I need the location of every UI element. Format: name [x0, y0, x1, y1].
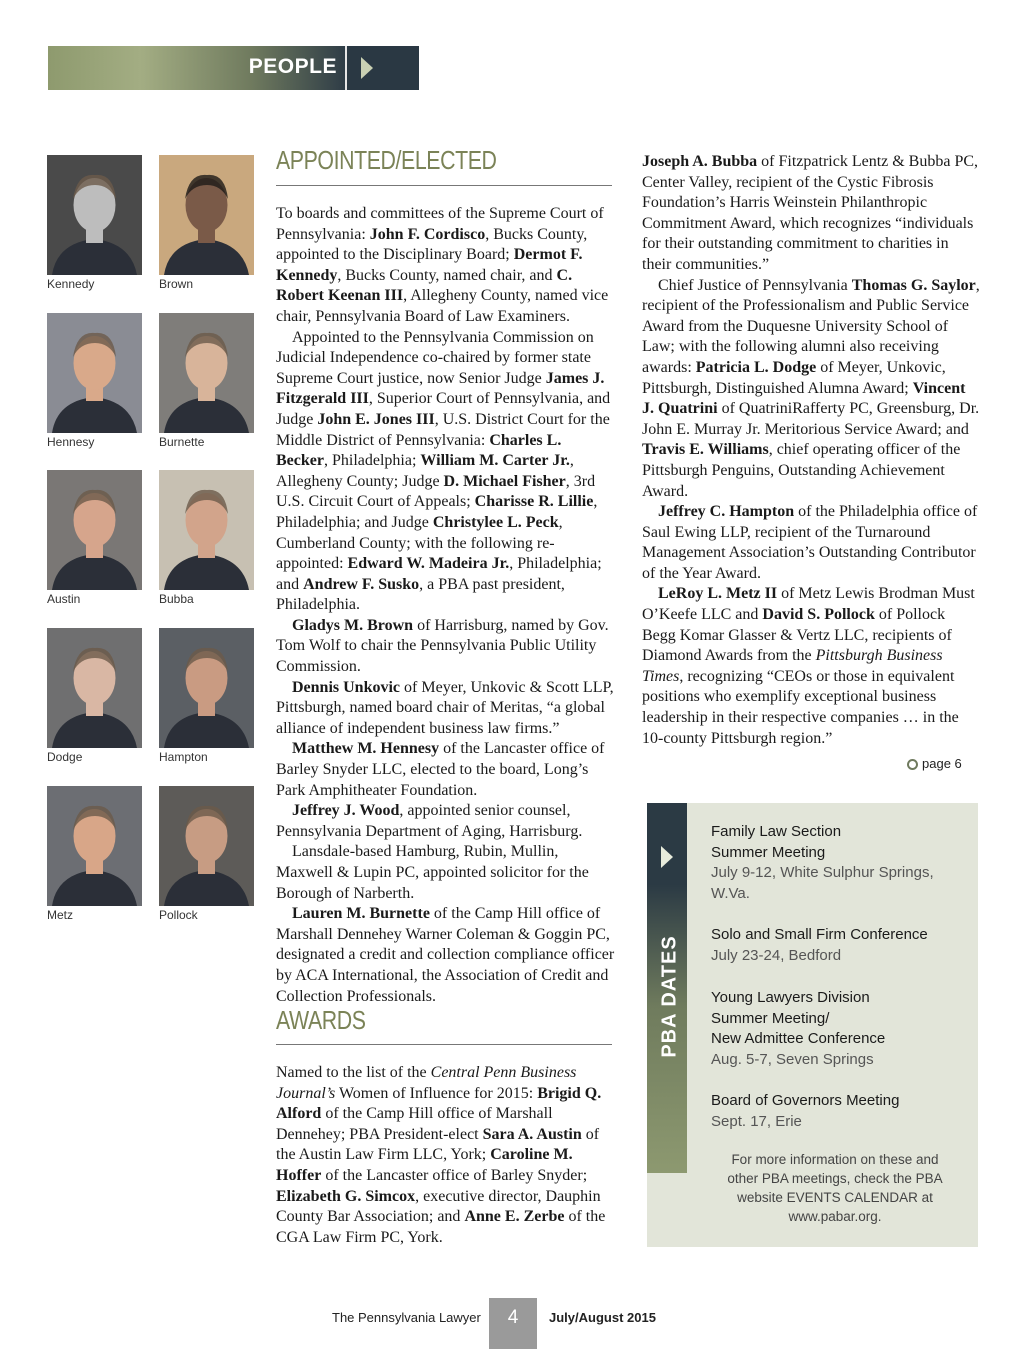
event-date: Sept. 17, Erie — [711, 1112, 802, 1130]
event-title: Young Lawyers Division — [711, 989, 870, 1006]
event-title: New Admittee Conference — [711, 1030, 886, 1048]
photo-caption: Pollock — [159, 908, 198, 922]
event-family-law — [711, 822, 934, 904]
article-paragraph: Chief Justice of Pennsylvania Thomas G. Saylor, recipient of the Professionalism and Public Service Award from the Duquesne University School of Law; with the following alumni also receiving awards: Patricia L. Dodge of Meyer, Unkovic, Pittsburgh, Distinguished Alumna Award; Vincent J. Quatrini of QuatriniRafferty PC, Greensburg, Dr. John E. Murray Jr. Meritorious Service Award; and Travis E. Williams, chief operating officer of the Pittsburgh Penguins, Outstanding Achievement Award. — [642, 276, 980, 500]
appointed-column — [276, 145, 616, 175]
article-paragraph: Gladys M. Brown of Harrisburg, named by Gov. Tom Wolf to chair the Pennsylvania Public Utility Commission. — [276, 616, 609, 676]
section-label: PEOPLE — [248, 55, 337, 78]
article-paragraph: Named to the list of the Central Penn Business Journal’s Women of Influence for 2015: Brigid Q. Alford of the Camp Hill office of Marshall Dennehey; PBA President-elect Sara A. Austin of the Austin Law Firm LLC, York; Caroline M. Hoffer of the Lancaster office of Barley Snyder; Elizabeth G. Simcox, executive director, Dauphin County Bar Association; and Anne E. Zerbe of the CGA Law Firm PC, York. — [276, 1064, 606, 1246]
photo-caption: Burnette — [159, 435, 205, 449]
event-date: July 9-12, White Sulphur Springs, — [711, 864, 934, 882]
article-paragraph: Matthew M. Hennesy of the Lancaster office of Barley Snyder LLC, elected to the board, Long’s Park Amphitheater Foundation. — [276, 740, 605, 799]
article-paragraph: Appointed to the Pennsylvania Commission on Judicial Independence co-chaired by former state Supreme Court justice, now Senior Judge James J. Fitzgerald III, Superior Court of Pennsylvania, and Judge John E. Jones III, U.S. District Court for the Middle District of Pennsylvania: Charles L. Becker, Philadelphia; William M. Carter Jr., Allegheny County; Judge D. Michael Fisher, 3rd U.S. Circuit Court of Appeals; Charisse R. Lillie, Philadelphia; and Judge Christylee L. Peck, Cumberland County; with the following re-appointed: Edward W. Madeira Jr., Philadelphia; and Andrew F. Susko, a PBA past president, Philadelphia. — [276, 328, 611, 614]
page-number: 4 — [489, 1298, 537, 1349]
headshot-photo — [47, 628, 142, 748]
appointed-heading: APPOINTED/ELECTED — [276, 145, 497, 175]
event-title: Family Law Section — [711, 823, 842, 840]
headshot-photo — [159, 786, 254, 906]
article-paragraph: LeRoy L. Metz II of Metz Lewis Brodman Must O’Keefe LLC and David S. Pollock of Pollock Begg Komar Glasser & Vertz LLC, recipients of Diamond Awards from the Pittsburgh Business Times, recognizing “CEOs or those in equivalent positions who exemplify exceptional business leadership in their respective companies … in the 10-county Pittsburgh region.” — [642, 585, 975, 747]
headshot-photo — [159, 313, 254, 433]
headshot-photo — [159, 470, 254, 590]
pba-dates-label: PBA DATES — [658, 935, 681, 1058]
awards-heading-wrap — [276, 1005, 616, 1035]
event-solo-small-firm — [711, 925, 928, 966]
article-paragraph: Lauren M. Burnette of the Camp Hill office of Marshall Dennehey Warner Coleman & Goggin PC, designated a credit and collection compliance officer by ACA International, the Association of Credit and Collection Professionals. — [276, 905, 615, 1005]
event-title: Board of Governors Meeting — [711, 1092, 900, 1109]
photo-caption: Hampton — [159, 750, 208, 764]
banner-box — [347, 46, 419, 90]
event-date: W.Va. — [711, 884, 750, 902]
pba-dates-note: For more information on these and other PBA meetings, check the PBA website EVENTS CALENDAR at www.pabar.org. — [727, 1152, 943, 1224]
event-board-of-governors — [711, 1091, 899, 1132]
photo-caption: Metz — [47, 908, 74, 922]
photo-caption: Austin — [47, 592, 81, 606]
page-footer — [0, 1298, 1024, 1349]
publication-name: The Pennsylvania Lawyer — [332, 1310, 481, 1325]
pba-dates-box — [647, 803, 978, 1247]
section-banner — [48, 46, 419, 90]
continue-arrow-icon — [907, 759, 918, 770]
awards-body — [276, 1063, 616, 1248]
headshot-photo — [47, 470, 142, 590]
headshot-photo — [159, 628, 254, 748]
appointed-rule — [276, 185, 612, 186]
photo-caption: Dodge — [47, 750, 83, 764]
event-title: Summer Meeting — [711, 843, 826, 861]
event-title: Summer Meeting/ — [711, 1009, 830, 1027]
chevron-right-icon — [661, 846, 673, 868]
appointed-body — [276, 204, 616, 1007]
article-paragraph: To boards and committees of the Supreme Court of Pennsylvania: John F. Cordisco, Bucks County, appointed to the Disciplinary Board; Dermot F. Kennedy, Bucks County, named chair, and C. Robert Keenan III, Allegheny County, named vice chair, Pennsylvania Board of Law Examiners. — [276, 205, 609, 325]
awards-rule — [276, 1044, 612, 1045]
article-paragraph: Jeffrey C. Hampton of the Philadelphia office of Saul Ewing LLP, recipient of the Turnaround Management Association’s Outstanding Contributor of the Year Award. — [642, 503, 978, 582]
awards-continued-body — [642, 152, 980, 749]
event-date: July 23-24, Bedford — [711, 946, 842, 964]
event-young-lawyers — [711, 988, 885, 1070]
article-paragraph: Lansdale-based Hamburg, Rubin, Mullin, Maxwell & Lupin PC, appointed solicitor for the Borough of Narberth. — [276, 843, 589, 902]
article-paragraph: Joseph A. Bubba of Fitzpatrick Lentz & Bubba PC, Center Valley, recipient of the Cystic Fibrosis Foundation’s Harris Weinstein Philanthropic Commitment Award, which recognizes “individuals for their outstanding commitment to charities in their communities.” — [642, 153, 979, 273]
issue-date: July/August 2015 — [549, 1310, 656, 1325]
continued-link[interactable] — [907, 756, 962, 771]
headshot-photo — [159, 155, 254, 275]
photo-caption: Hennesy — [47, 435, 95, 449]
event-title: Solo and Small Firm Conference — [711, 926, 928, 943]
pba-dates-strip — [647, 803, 687, 1173]
awards-heading: AWARDS — [276, 1005, 366, 1035]
photo-caption: Brown — [159, 277, 194, 291]
headshot-photo — [47, 155, 142, 275]
headshot-photo — [47, 786, 142, 906]
photo-caption: Bubba — [159, 592, 194, 606]
chevron-right-icon — [361, 57, 373, 79]
banner-divider — [345, 46, 347, 90]
photo-caption: Kennedy — [47, 277, 95, 291]
article-paragraph: Jeffrey J. Wood, appointed senior counsel, Pennsylvania Department of Aging, Harrisburg. — [276, 802, 583, 840]
headshot-photo — [47, 313, 142, 433]
article-paragraph: Dennis Unkovic of Meyer, Unkovic & Scott LLP, Pittsburgh, named board chair of Meritas, “a global alliance of independent business law firms.” — [276, 678, 614, 737]
event-date: Aug. 5-7, Seven Springs — [711, 1050, 874, 1068]
continued-label: page 6 — [922, 756, 962, 771]
